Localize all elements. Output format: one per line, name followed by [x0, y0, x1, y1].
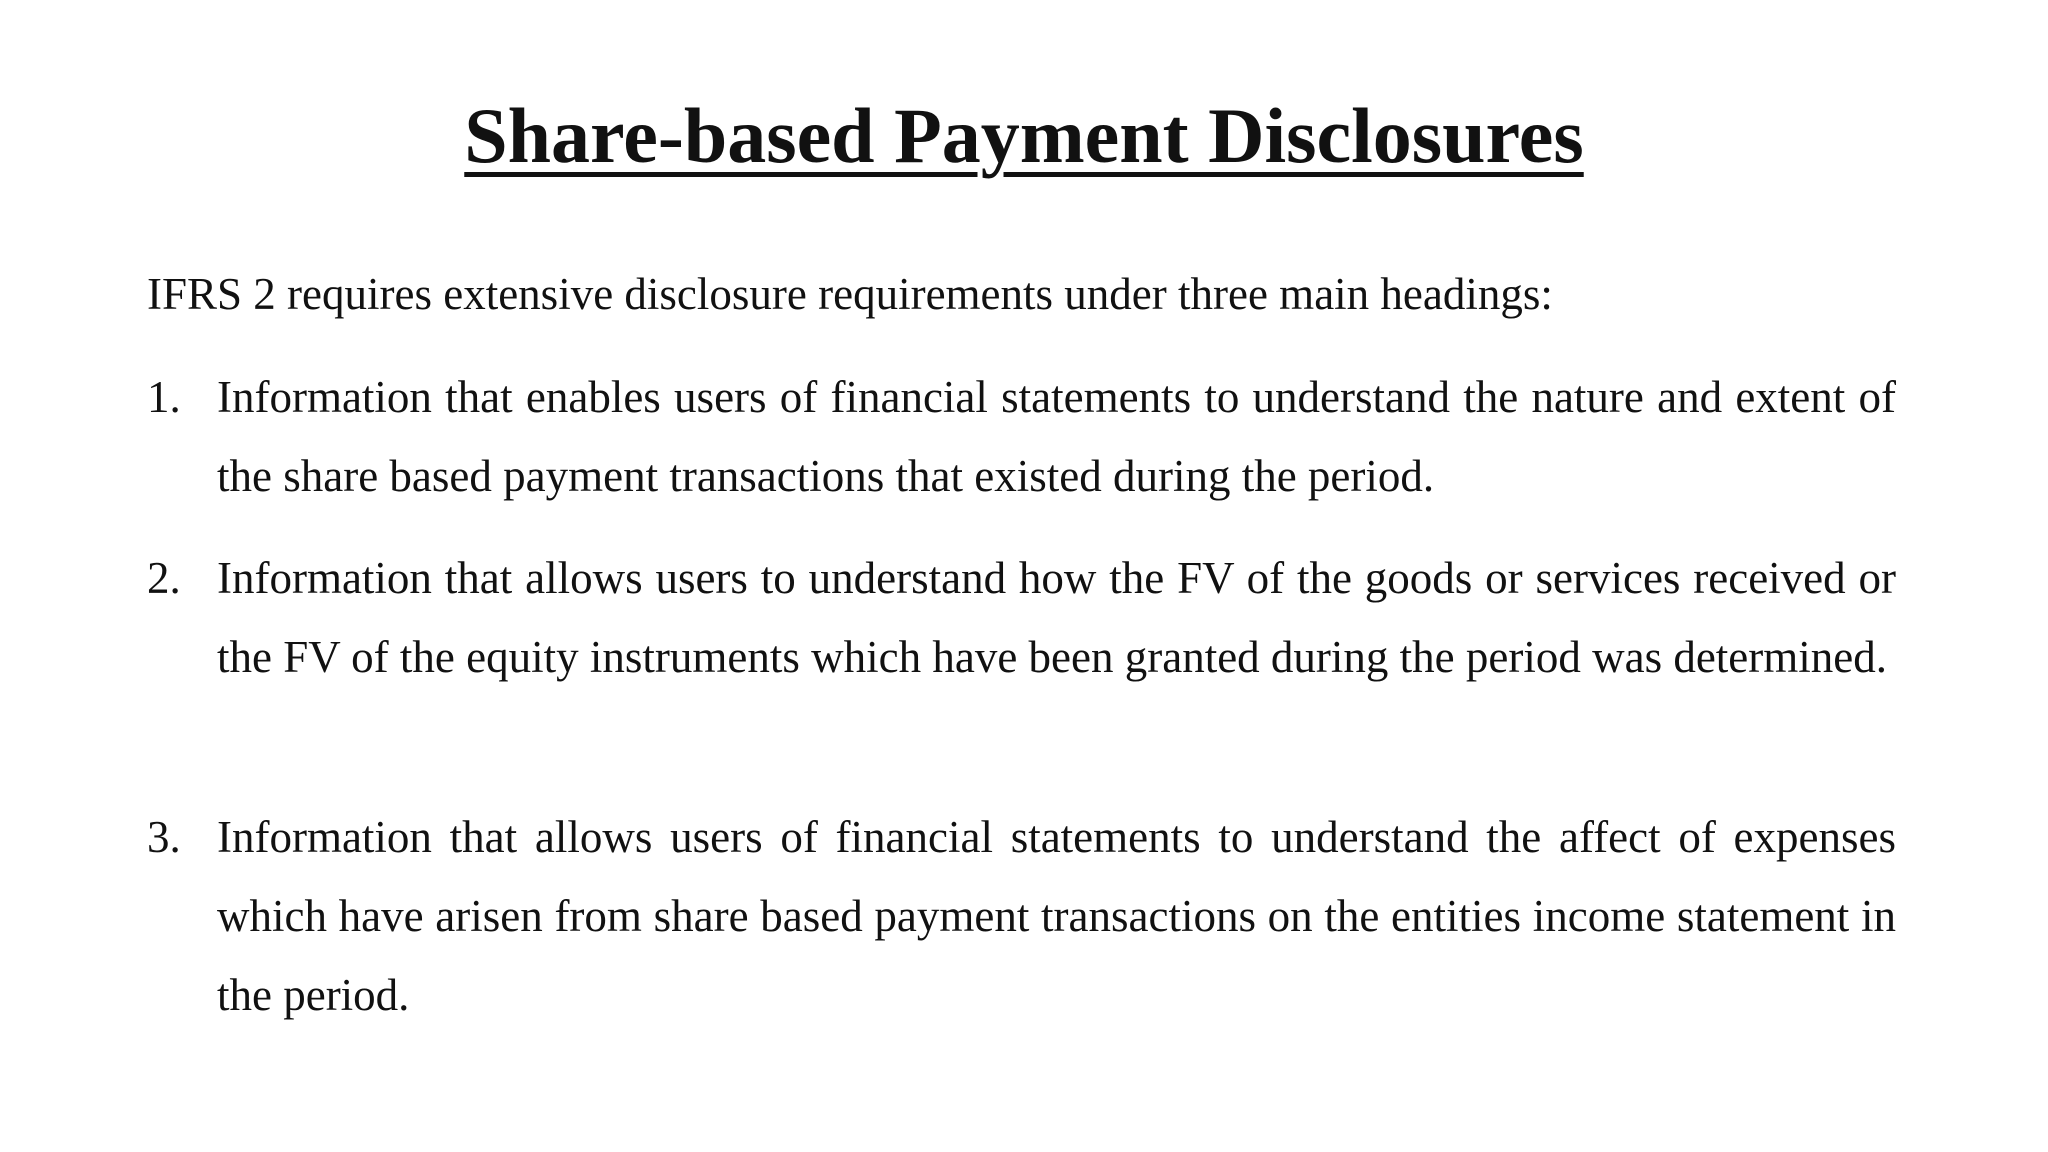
list-item-text: Information that allows users to understand how the FV of the goods or services received or the FV of the equity instruments which have been granted during the period was determined.: [217, 553, 1896, 682]
list-item-number: 1.: [147, 372, 181, 422]
list-item-text: Information that enables users of financial statements to understand the nature and extent of the share based payment transactions that existed during the period.: [217, 372, 1896, 501]
list-item: [147, 539, 1896, 697]
list-item: [147, 798, 1896, 1035]
list-item-number: 3.: [147, 812, 181, 862]
list-item-text: Information that allows users of financial statements to understand the affect of expenses which have arisen from share based payment transactions on the entities income statement in the period.: [217, 812, 1896, 1020]
intro-text: IFRS 2 requires extensive disclosure requirements under three main headings:: [147, 269, 1553, 319]
slide-title: Share-based Payment Disclosures: [464, 92, 1584, 179]
list-item: [147, 358, 1896, 516]
list-item-number: 2.: [147, 553, 181, 603]
